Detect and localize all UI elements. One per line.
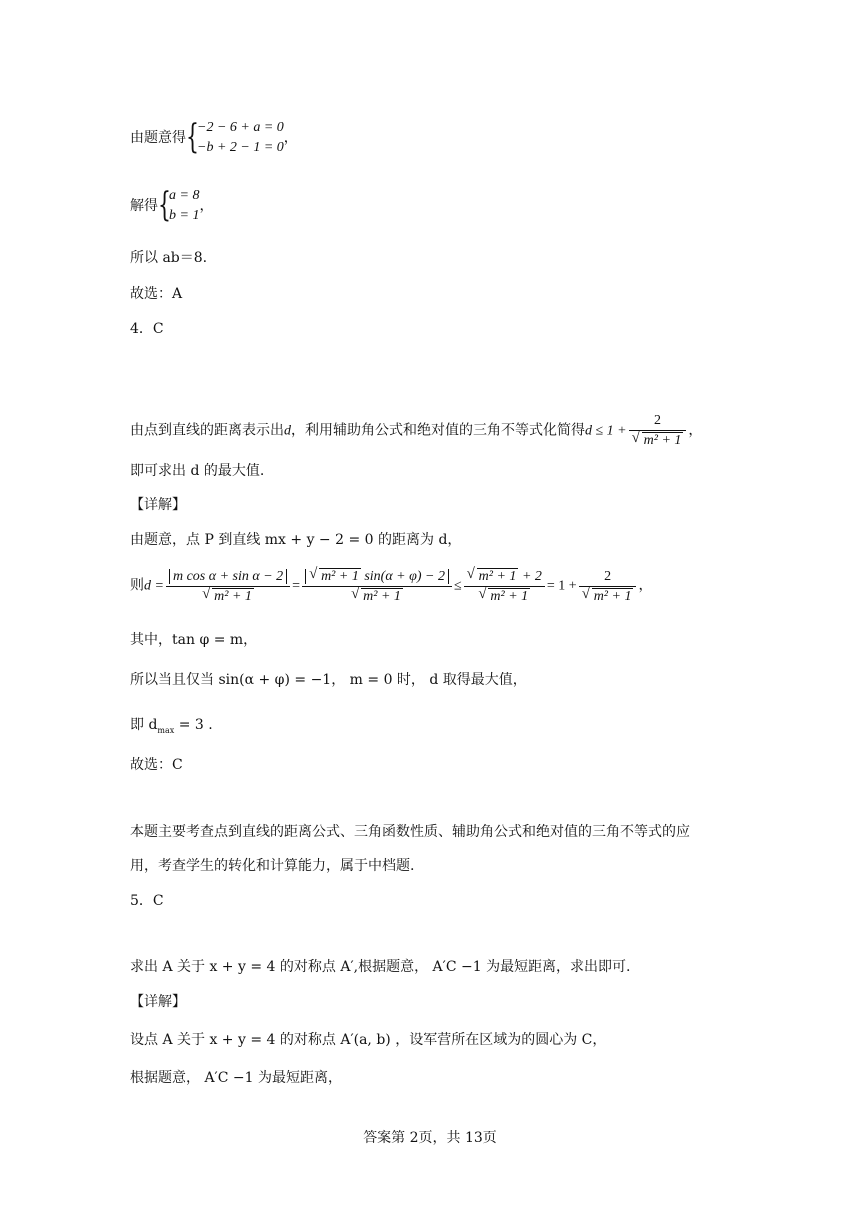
question-number: 4．C — [130, 321, 164, 337]
line-prefix: 则 — [130, 578, 144, 594]
equation-system — [186, 118, 284, 158]
subscript: max — [157, 725, 175, 735]
radicand: m² + 1 — [214, 589, 252, 604]
comment-line: 用，考查学生的转化和计算能力，属于中档题. — [130, 858, 415, 874]
section-heading: 【详解】 — [130, 497, 186, 513]
equation-row: −2 − 6 + a = 0 — [197, 120, 284, 135]
fraction-denominator — [579, 587, 637, 605]
absolute-value — [305, 569, 449, 584]
fraction-denominator — [166, 587, 290, 605]
fraction-numerator — [464, 568, 545, 587]
answer-line: 故选：A — [130, 286, 183, 302]
text-line: 即可求出 d 的最大值. — [130, 463, 265, 479]
max-value-line — [130, 715, 213, 735]
radicand: m² + 1 — [643, 433, 682, 448]
fraction-numerator — [166, 568, 290, 587]
absolute-value: m cos α + sin α − 2 — [169, 569, 287, 584]
fraction — [464, 568, 545, 605]
fraction-numerator — [302, 568, 452, 587]
line-prefix: 解得 — [130, 198, 158, 214]
answer-line: 故选：C — [130, 757, 183, 773]
equation-row: −b + 2 − 1 = 0 — [197, 140, 284, 155]
sqrt — [351, 588, 403, 605]
text-line: 其中，tan φ = m， — [130, 632, 258, 648]
fraction-denominator — [302, 587, 452, 605]
text-line: 所以 ab＝8. — [130, 250, 208, 266]
brace: { — [186, 117, 199, 157]
section-heading: 【详解】 — [130, 994, 186, 1010]
text-line: 所以当且仅当 sin(α + φ) = −1， m = 0 时， d 取得最大值， — [130, 672, 527, 688]
brace: { — [158, 185, 171, 225]
fraction-numerator: 2 — [579, 568, 637, 587]
text-line: 根据题意， A′C −1 为最短距离， — [130, 1070, 342, 1086]
text-part: ，利用辅助角公式和绝对值的三角不等式化简得 — [291, 422, 585, 439]
sqrt — [478, 588, 530, 605]
analysis-line — [130, 412, 702, 449]
radicand: m² + 1 — [478, 569, 517, 584]
line-suffix: ， — [283, 130, 298, 146]
radicand: m² + 1 — [593, 589, 632, 604]
line-prefix: 即 d — [130, 717, 158, 733]
line-suffix: ， — [199, 198, 214, 214]
equation-row: a = 8 — [169, 188, 200, 203]
sqrt — [582, 588, 634, 605]
text-line: 设点 A 关于 x + y = 4 的对称点 A′(a, b) ，设军营所在区域为的圆心为 C， — [130, 1032, 607, 1048]
sqrt — [202, 588, 254, 605]
fraction — [302, 568, 452, 605]
fraction — [579, 568, 637, 605]
comment-line: 本题主要考查点到直线的距离公式、三角函数性质、辅助角公式和绝对值的三角不等式的应 — [130, 824, 690, 840]
text-line: 由题意，点 P 到直线 mx + y − 2 = 0 的距离为 d， — [130, 532, 462, 548]
radicand: m² + 1 — [363, 589, 401, 604]
sqrt — [309, 568, 361, 585]
math-part: sin(α + φ) − 2 — [364, 569, 445, 584]
radicand: m² + 1 — [321, 569, 359, 584]
fraction — [629, 412, 687, 449]
distance-formula-line — [130, 568, 652, 605]
radicand: m² + 1 — [490, 589, 529, 604]
sqrt — [467, 568, 519, 585]
math-part: = 1 + — [546, 578, 577, 594]
equation-system — [158, 186, 199, 226]
math-inequality: d ≤ 1 + — [585, 423, 627, 439]
solution-system-line — [130, 186, 213, 226]
question-number: 5．C — [130, 893, 164, 909]
line-suffix: = 3 . — [174, 717, 213, 733]
math-part: ≤ — [453, 578, 462, 594]
math-part: = — [292, 578, 301, 594]
math-part: d = — [144, 578, 164, 594]
line-suffix: ， — [688, 422, 703, 439]
text-part: 由点到直线的距离表示出 — [130, 422, 284, 439]
analysis-line: 求出 A 关于 x + y = 4 的对称点 A′,根据题意， A′C −1 为最短距离，求出即可. — [130, 959, 631, 975]
line-suffix: ， — [638, 578, 653, 594]
sqrt — [632, 432, 684, 449]
fraction-denominator — [629, 431, 687, 449]
system-equations-line — [130, 118, 298, 158]
fraction — [166, 568, 290, 605]
page-footer: 答案第 2页，共 13页 — [363, 1130, 497, 1146]
fraction-numerator: 2 — [629, 412, 687, 431]
math-var: d — [284, 423, 291, 439]
line-prefix: 由题意得 — [130, 130, 186, 146]
equation-row: b = 1 — [169, 208, 200, 223]
math-part: + 2 — [521, 569, 542, 584]
fraction-denominator — [464, 587, 545, 605]
